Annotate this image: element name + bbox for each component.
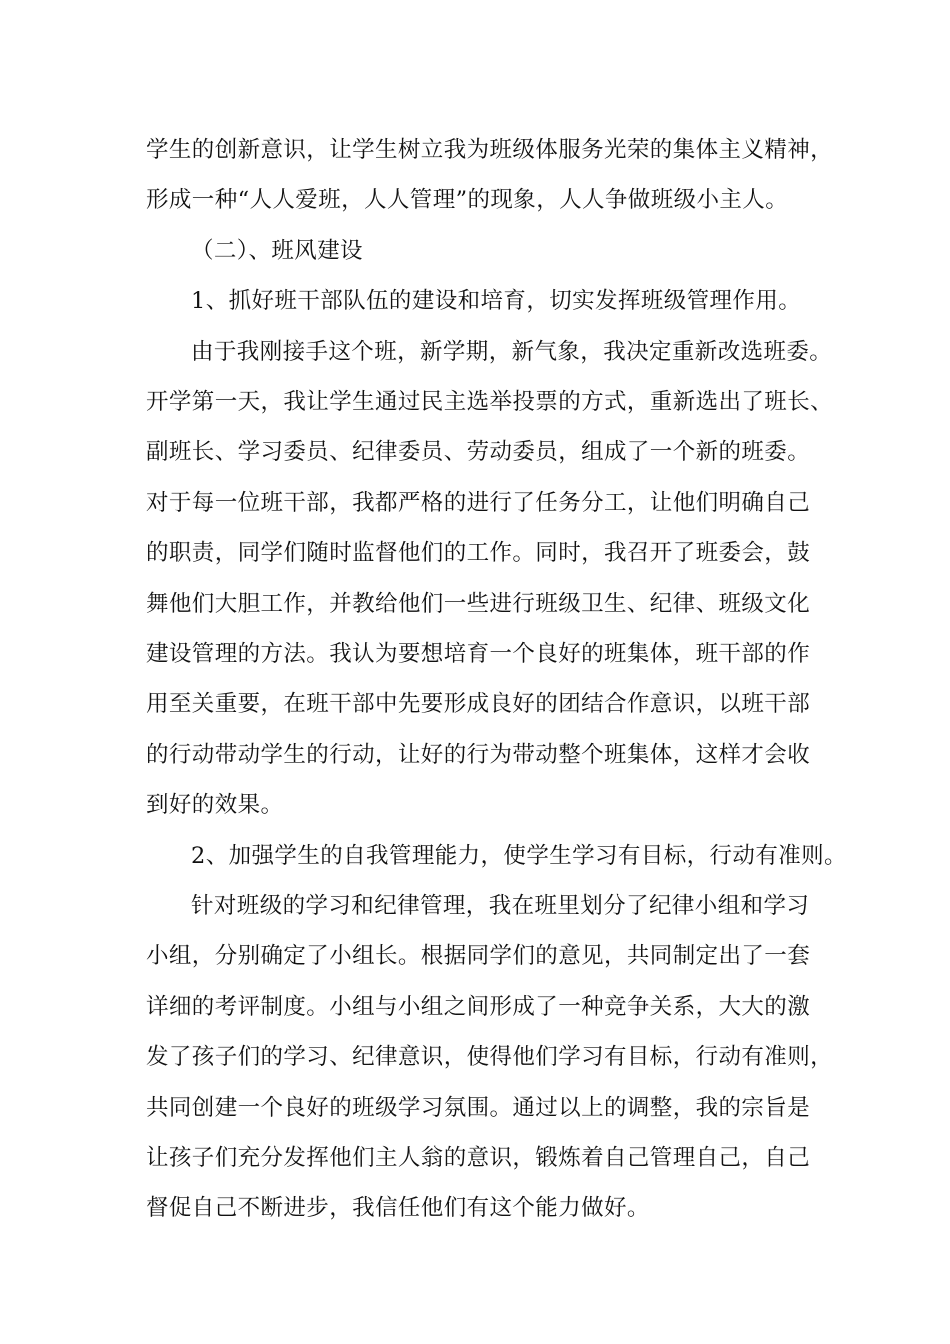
body-line-14: 到好的效果。 [146, 792, 284, 818]
body-line-12: 用至关重要，在班干部中先要形成良好的团结合作意识，以班干部 [146, 691, 811, 717]
body-line-5: 由于我刚接手这个班，新学期，新气象，我决定重新改选班委。 [191, 339, 833, 365]
body-line-2: 形成一种“人人爱班，人人管理”的现象，人人争做班级小主人。 [146, 187, 789, 213]
body-line-20: 共同创建一个良好的班级学习氛围。通过以上的调整，我的宗旨是 [146, 1095, 811, 1121]
body-line-7: 副班长、学习委员、纪律委员、劳动委员，组成了一个新的班委。 [146, 439, 811, 465]
body-line-17: 小组，分别确定了小组长。根据同学们的意见，共同制定出了一套 [146, 943, 811, 969]
section-heading: （二）、班风建设 [191, 238, 363, 264]
body-line-11: 建设管理的方法。我认为要想培育一个良好的班集体，班干部的作 [146, 641, 811, 667]
body-line-6: 开学第一天，我让学生通过民主选举投票的方式，重新选出了班长、 [146, 389, 834, 415]
body-line-8: 对于每一位班干部，我都严格的进行了任务分工，让他们明确自己 [146, 490, 811, 516]
body-line-16: 针对班级的学习和纪律管理，我在班里划分了纪律小组和学习 [191, 893, 810, 919]
body-line-9: 的职责，同学们随时监督他们的工作。同时，我召开了班委会，鼓 [146, 540, 811, 566]
body-line-22: 督促自己不断进步，我信任他们有这个能力做好。 [146, 1195, 650, 1221]
body-line-18: 详细的考评制度。小组与小组之间形成了一种竞争关系，大大的激 [146, 994, 811, 1020]
body-line-21: 让孩子们充分发挥他们主人翁的意识，锻炼着自己管理自己，自己 [146, 1145, 811, 1171]
body-line-10: 舞他们大胆工作，并教给他们一些进行班级卫生、纪律、班级文化 [146, 591, 811, 617]
subheading-1: 1、抓好班干部队伍的建设和培育，切实发挥班级管理作用。 [191, 288, 802, 314]
body-line-19: 发了孩子们的学习、纪律意识，使得他们学习有目标，行动有准则， [146, 1044, 834, 1070]
body-line-13: 的行动带动学生的行动，让好的行为带动整个班集体，这样才会收 [146, 742, 811, 768]
body-line-1: 学生的创新意识，让学生树立我为班级体服务光荣的集体主义精神， [146, 137, 834, 163]
subheading-2: 2、加强学生的自我管理能力，使学生学习有目标，行动有准则。 [191, 843, 847, 869]
